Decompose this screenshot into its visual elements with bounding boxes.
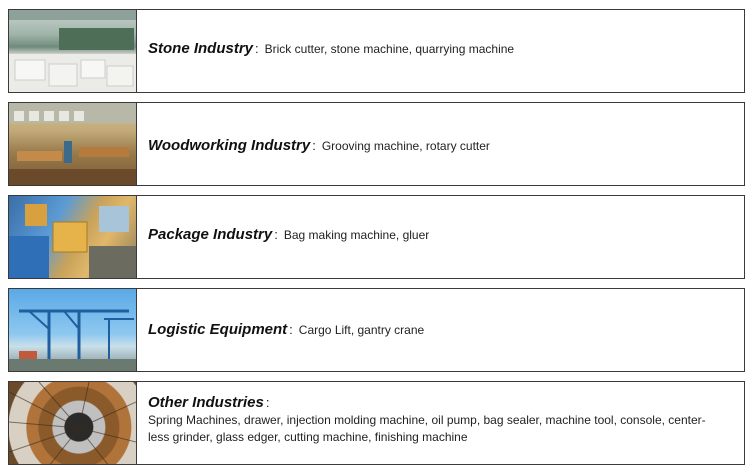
- woodworking-industry-text: Woodworking Industry : Grooving machine, rotary cutter: [148, 137, 490, 154]
- industry-description: Brick cutter, stone machine, quarrying machine: [264, 42, 515, 56]
- industry-title: Logistic Equipment: [148, 321, 288, 338]
- other-industries-text: Other Industries : Spring Machines, drawer, injection molding machine, oil pump, bag sealer, machine tool, console, center- less grinder, glass edger, cutting machine, finishing machine: [148, 394, 736, 446]
- logistic-equipment-photo: [9, 289, 137, 371]
- industry-title: Other Industries: [148, 394, 264, 411]
- stone-industry-photo: [9, 10, 137, 92]
- woodworking-industry-photo: [9, 103, 137, 185]
- industry-description: Cargo Lift, gantry crane: [298, 323, 425, 337]
- other-industries-photo: [9, 382, 137, 464]
- industry-row-woodworking: [8, 102, 745, 186]
- package-industry-photo: [9, 196, 137, 278]
- industry-description-line: Spring Machines, drawer, injection molding machine, oil pump, bag sealer, machine tool, console, center-: [148, 413, 706, 427]
- industry-row-other: [8, 381, 745, 465]
- industry-description: Grooving machine, rotary cutter: [321, 139, 490, 153]
- industry-description-line: less grinder, glass edger, cutting machine, finishing machine: [148, 430, 468, 444]
- industry-row-logistic: [8, 288, 745, 372]
- industry-title: Stone Industry: [148, 40, 254, 57]
- industry-description: Bag making machine, gluer: [283, 228, 430, 242]
- industry-title: Package Industry: [148, 226, 273, 243]
- package-industry-text: Package Industry : Bag making machine, gluer: [148, 226, 430, 243]
- industry-title: Woodworking Industry: [148, 137, 311, 154]
- industry-row-package: [8, 195, 745, 279]
- stone-industry-text: Stone Industry : Brick cutter, stone machine, quarrying machine: [148, 40, 515, 57]
- logistic-equipment-text: Logistic Equipment : Cargo Lift, gantry crane: [148, 321, 425, 338]
- industry-row-stone: [8, 9, 745, 93]
